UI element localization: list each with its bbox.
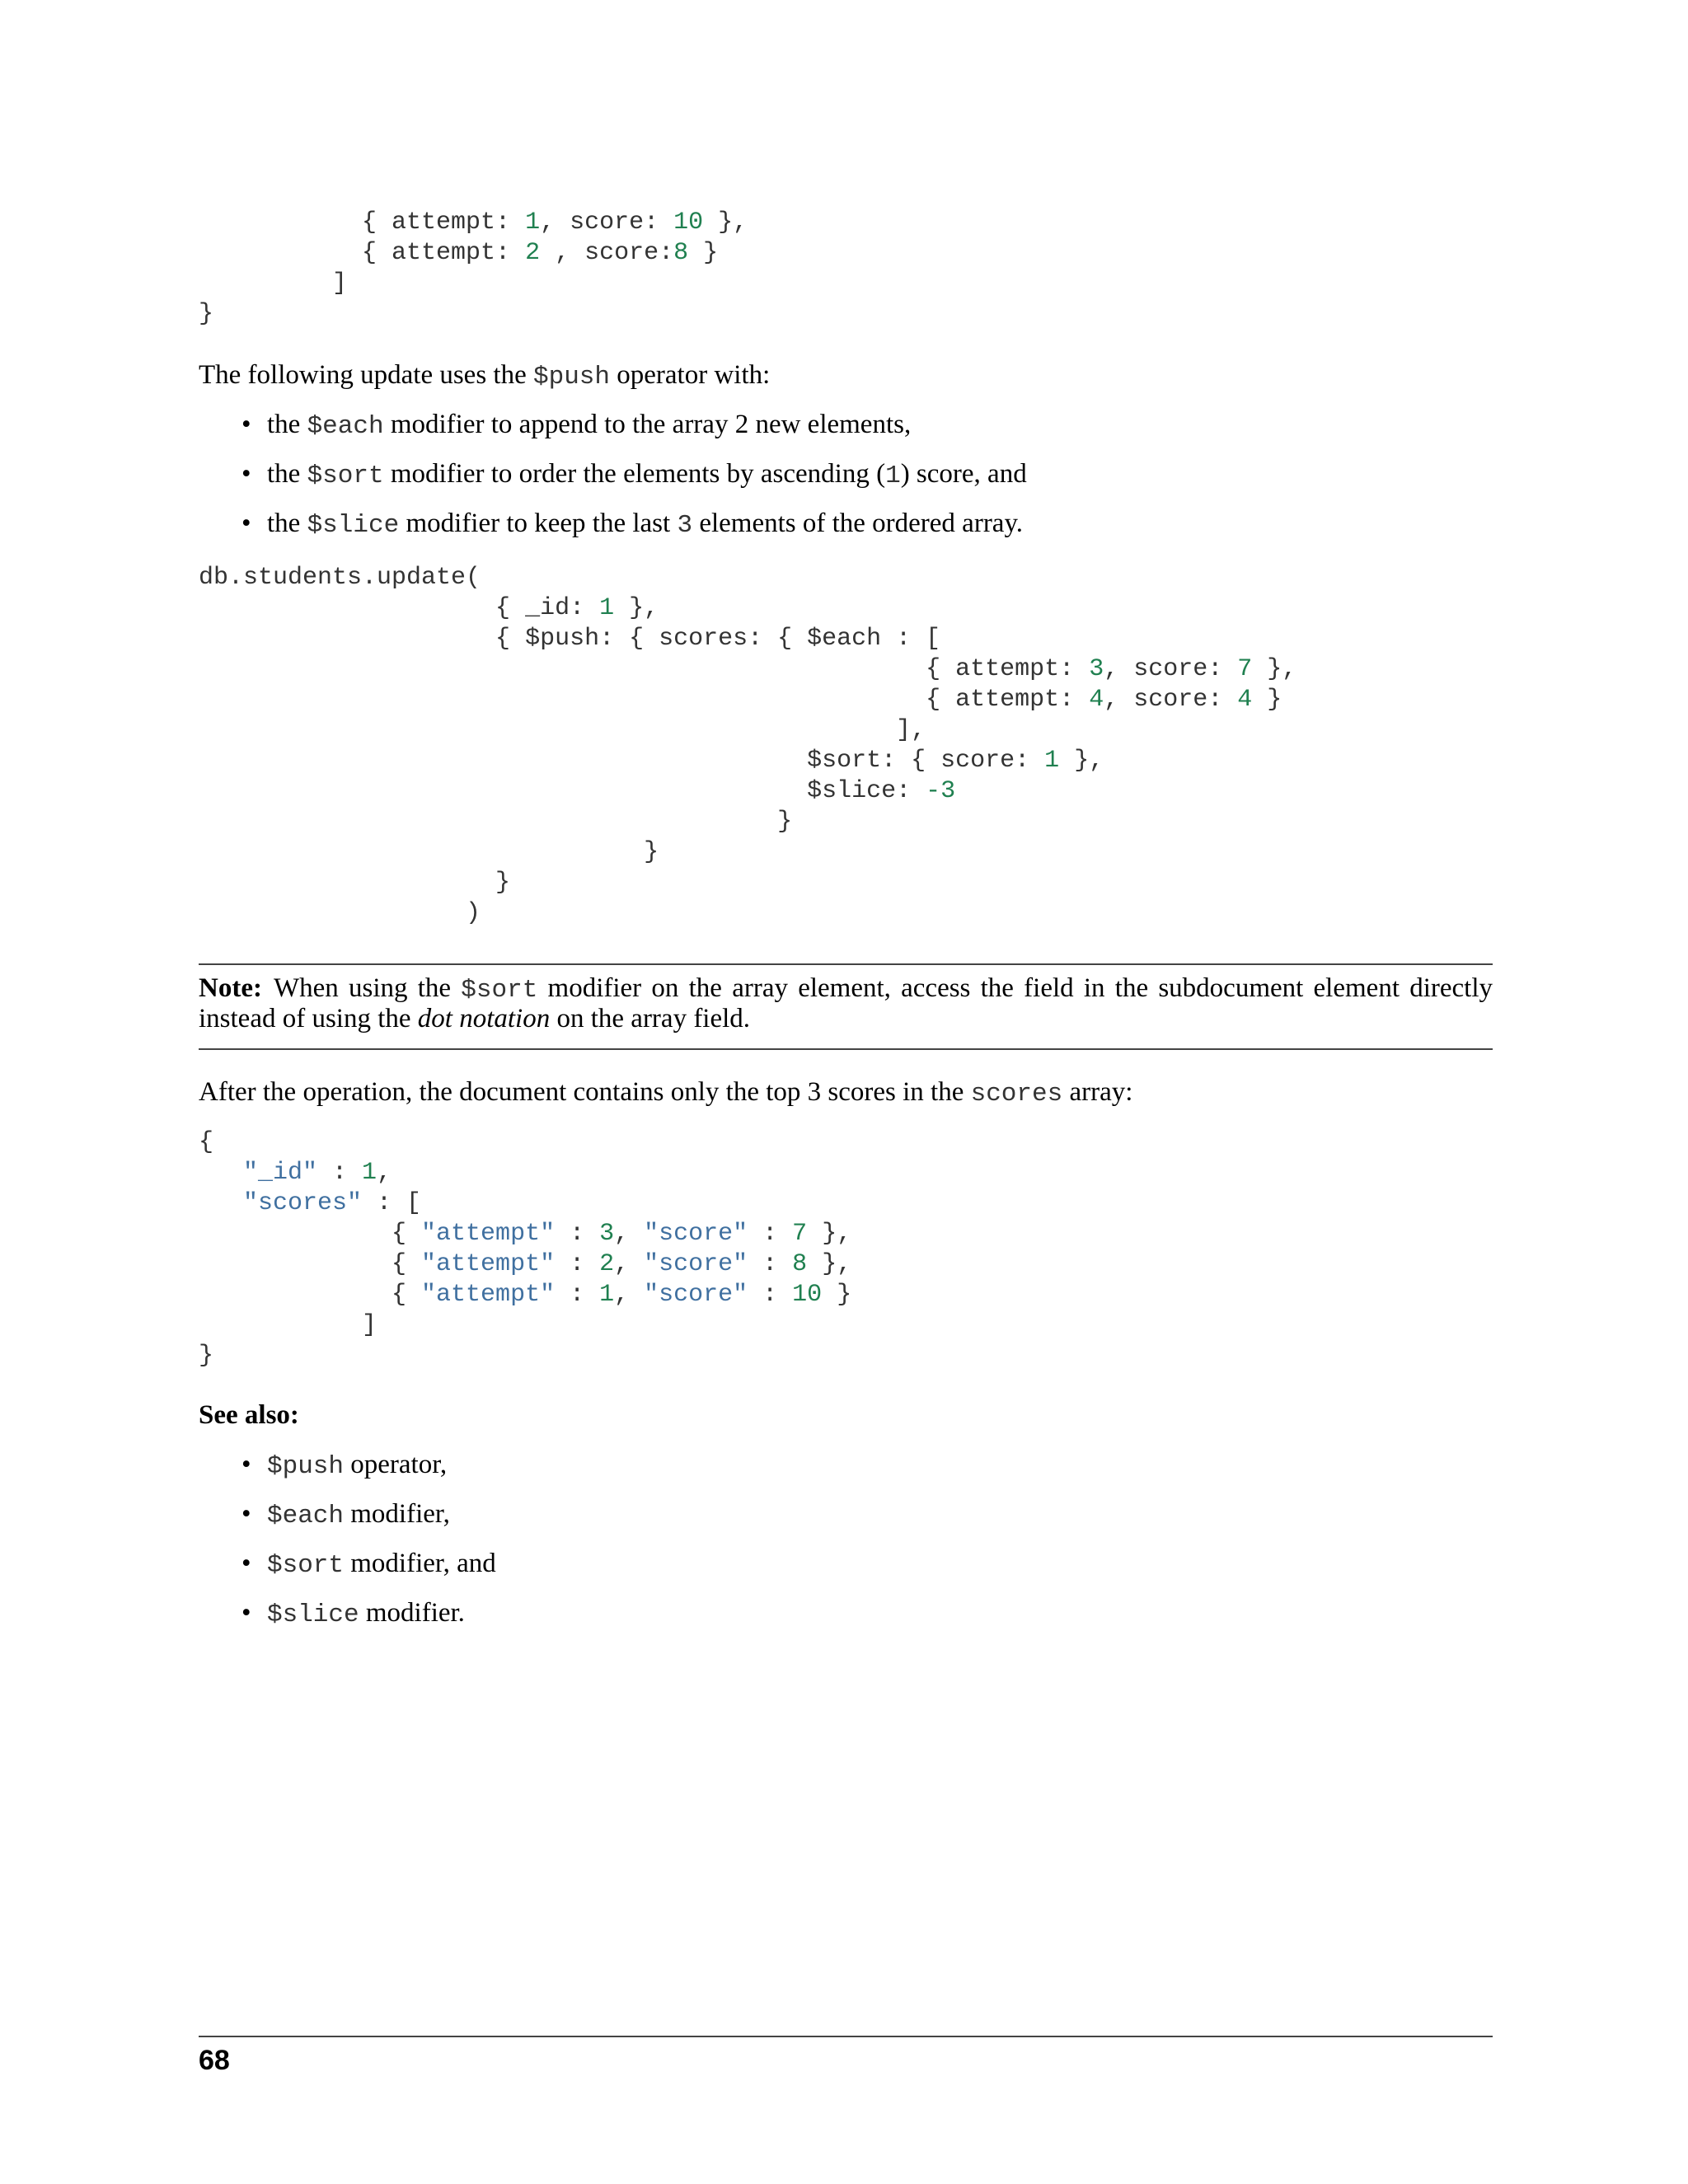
code-text: }, { attempt: [926,655,1297,714]
push-reference: $push [267,1452,345,1481]
code-text: : [555,1281,600,1309]
code-text: , score: [540,209,674,237]
code-text: : [317,1159,363,1187]
code-number: 2 [525,239,541,267]
code-number: 8 [673,239,689,267]
page-number: 68 [199,2045,230,2076]
code-text: , [614,1281,645,1309]
code-text: : [ { [377,1189,422,1248]
code-number: 10 [673,209,704,237]
code-text: { [199,1128,214,1156]
code-block-update [199,563,1296,929]
code-text: }, { [392,1220,852,1278]
list-item: • $each modifier, [199,1497,496,1547]
code-number: 7 [792,1220,808,1248]
scores-field-code: scores [970,1080,1063,1108]
code-text: } ] } [199,1281,852,1370]
code-number: 1 [525,209,541,237]
code-text: , score: [1104,686,1238,714]
code-text: db.students.update( { _id: [199,564,585,622]
sort-reference: $sort [267,1551,345,1580]
after-operation-paragraph: After the operation, the document contains only the top 3 scores in the scores array: [199,1077,1133,1108]
code-text: }, { $push: { scores: { $each : [ { attempt: [495,594,1075,683]
code-text: : [555,1250,600,1278]
code-string: "score" [644,1220,748,1248]
code-text: } ], $sort: { score: [807,686,1282,775]
list-item: • the $each modifier to append to the array 2 new elements, [199,408,1027,457]
list-item: • the $slice modifier to keep the last 3 elements of the ordered array. [199,507,1027,556]
note-box: Note: When using the $sort modifier on the array element, access the field in the subdocument element directly instead of using the dot notation on the array field. [199,973,1493,1033]
code-text: , [614,1220,645,1248]
code-text: { attempt: [199,209,526,237]
code-text: , score: [540,239,674,267]
code-string: "attempt" [421,1281,556,1309]
code-number: 8 [792,1250,808,1278]
code-string: "scores" [243,1189,363,1217]
slice-reference: $slice [267,1601,359,1629]
code-text: : [748,1281,793,1309]
code-text: , [614,1250,645,1278]
code-text: }, { attempt: [362,209,748,267]
code-number: 1 [599,1281,615,1309]
code-text: }, { [392,1250,852,1309]
footer-rule [199,2036,1493,2037]
code-number: -3 [926,777,956,805]
code-number: 2 [599,1250,615,1278]
code-text: , [377,1159,392,1187]
see-also-list [199,1448,496,1646]
code-text: } } } ) [466,808,793,927]
code-number: 1 [1044,747,1060,775]
intro-text-end: operator with: [610,360,771,390]
code-text: , score: [1104,655,1238,683]
code-string: "score" [644,1250,748,1278]
list-item: • the $sort modifier to order the elements by ascending (1) score, and [199,457,1027,507]
code-text: : [748,1250,793,1278]
note-top-rule [199,963,1493,965]
code-block-top-fragment [199,208,748,330]
dot-notation-emphasis: dot notation [417,1004,551,1033]
code-number: 10 [792,1281,823,1309]
see-also-heading: See also: [199,1400,299,1430]
code-number: 3 [1089,655,1104,683]
code-number: 1 [599,594,615,622]
sort-modifier-code: $sort [461,976,538,1005]
code-string: "score" [644,1281,748,1309]
code-number: 4 [1237,686,1253,714]
code-number: 3 [599,1220,615,1248]
code-string: "attempt" [421,1220,556,1248]
code-text: } ] } [199,239,719,328]
code-text: : [555,1220,600,1248]
list-item: • $slice modifier. [199,1596,496,1646]
code-block-result [199,1127,851,1371]
note-label: Note: [199,973,262,1003]
code-string: "attempt" [421,1250,556,1278]
code-text: }, $slice: [807,747,1104,805]
code-string: "_id" [243,1159,318,1187]
code-number: 7 [1237,655,1253,683]
list-item: • $push operator, [199,1448,496,1497]
code-number: 4 [1089,686,1104,714]
code-text: : [748,1220,793,1248]
list-item: • $sort modifier, and [199,1547,496,1596]
note-bottom-rule [199,1048,1493,1050]
each-reference: $each [267,1502,345,1530]
modifier-list [199,408,1027,556]
intro-text: The following update uses the [199,360,533,390]
intro-paragraph [199,359,770,394]
push-operator-code: $push [533,363,611,391]
code-number: 1 [362,1159,377,1187]
